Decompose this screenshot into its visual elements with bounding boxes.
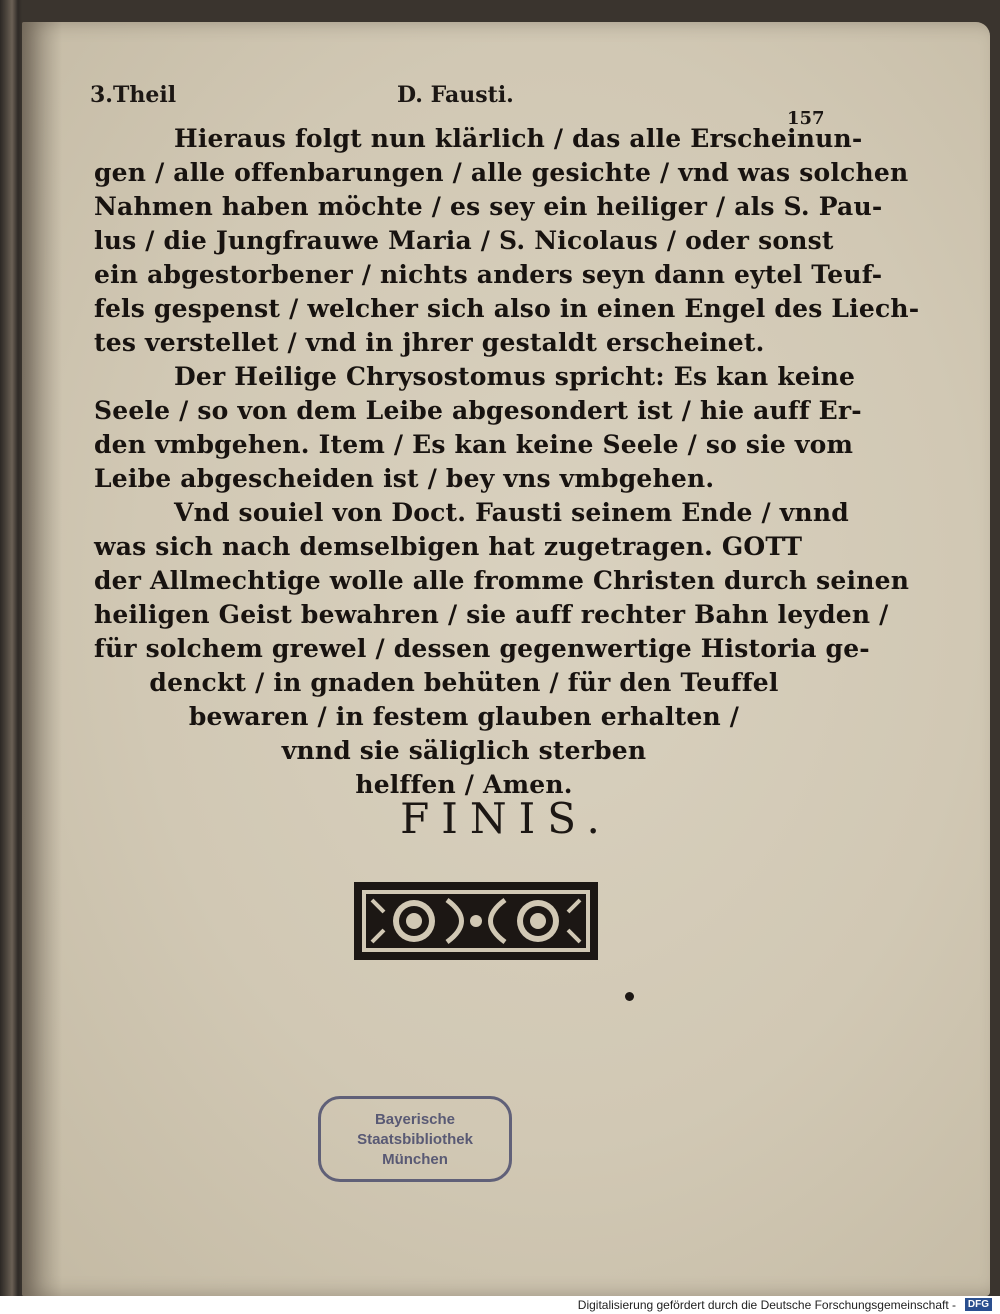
text-line: lus / die Jungfrauwe Maria / S. Nicolaus / oder sonst (94, 226, 834, 255)
text-line: denckt / in gnaden behüten / für den Teuffel (149, 668, 779, 697)
text-line: vnnd sie säliglich sterben (281, 736, 647, 765)
text-line: Hieraus folgt nun klärlich / das alle Erscheinun- (174, 124, 863, 153)
stamp-line: Bayerische (374, 1111, 456, 1128)
text-line: Vnd souiel von Doct. Fausti seinem Ende / vnnd (174, 498, 849, 527)
printer-ornament-icon (352, 880, 600, 962)
text-line: den vmbgehen. Item / Es kan keine Seele / so sie vom (94, 430, 854, 459)
text-line: gen / alle offenbarungen / alle gesichte / vnd was solchen (94, 158, 909, 187)
text-line: für solchem grewel / dessen gegenwertige Historia ge- (94, 634, 870, 663)
dfg-logo: DFG (965, 1298, 992, 1311)
body-text (94, 122, 920, 802)
footer-credit: Digitalisierung gefördert durch die Deutsche Forschungsgemeinschaft - (577, 1298, 956, 1312)
library-stamp (318, 1096, 512, 1182)
text-line: helffen / Amen. (355, 770, 573, 799)
text-line: bewaren / in festem glauben erhalten / (188, 702, 740, 731)
stamp-line: München (382, 1151, 448, 1168)
text-line: Leibe abgescheiden ist / bey vns vmbgehen. (94, 464, 715, 493)
book-page (22, 22, 990, 1296)
text-line: Nahmen haben möchte / es sey ein heiliger / als S. Pau- (94, 192, 883, 221)
text-line: fels gespenst / welcher sich also in einen Engel des Liech- (94, 294, 920, 323)
stamp-line: Staatsbibliothek (357, 1131, 473, 1148)
ink-dot (625, 992, 634, 1001)
page-number: 157 (787, 108, 825, 129)
text-line: ein abgestorbener / nichts anders seyn dann eytel Teuf- (94, 260, 883, 289)
digitization-footer (0, 1296, 1000, 1314)
text-line: der Allmechtige wolle alle fromme Christen durch seinen (94, 566, 910, 595)
text-line: Der Heilige Chrysostomus spricht: Es kan keine (174, 362, 856, 391)
text-line: heiligen Geist bewahren / sie auff rechter Bahn leyden / (94, 600, 889, 629)
running-header-title: D. Fausti. (397, 82, 514, 108)
text-line: was sich nach demselbigen hat zugetragen. GOTT (94, 532, 803, 561)
finis-heading: FINIS. (400, 794, 612, 843)
text-line: tes verstellet / vnd in jhrer gestaldt erscheinet. (94, 328, 765, 357)
running-header-part: 3.Theil (90, 82, 177, 108)
page-gutter-shadow (22, 22, 62, 1296)
text-line: Seele / so von dem Leibe abgesondert ist / hie auff Er- (94, 396, 862, 425)
